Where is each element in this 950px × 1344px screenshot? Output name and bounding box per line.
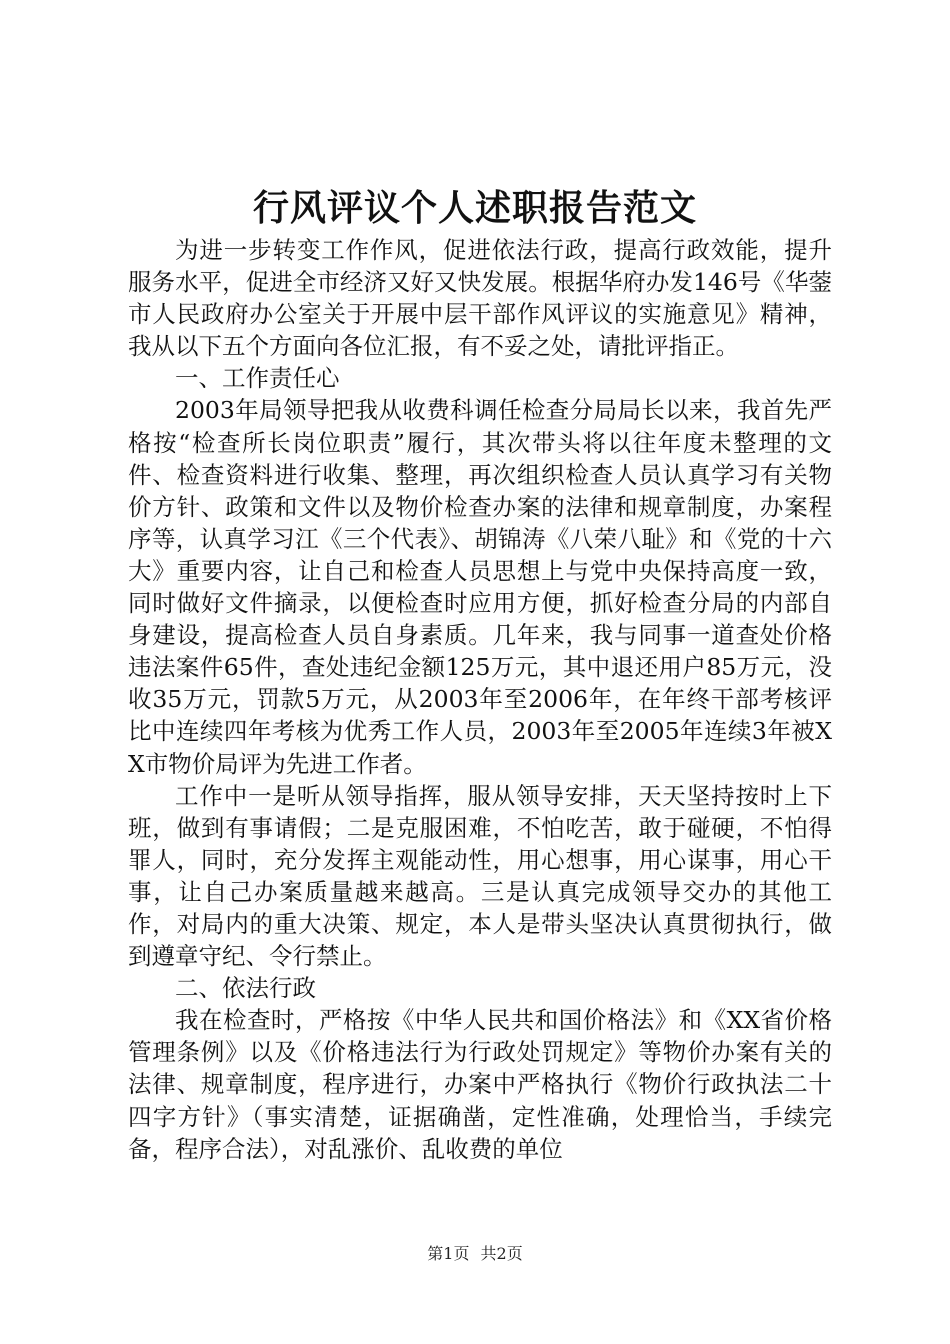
section-heading-law: 二、依法行政: [175, 974, 316, 1003]
intro-paragraph: 为进一步转变工作作风，促进依法行政，提高行政效能，提升服务水平，促进全市经济又好又快发展。根据华府办发146号《华蓥市人民政府办公室关于开展中层干部作风评议的实施意见》精神，我从以下五个方面向各位汇报，有不妥之处，请批评指正。: [128, 236, 832, 361]
section1-paragraph-2: 工作中一是听从领导指挥，服从领导安排，天天坚持按时上下班，做到有事请假；二是克服困难，不怕吃苦，敢于碰硬，不怕得罪人，同时，充分发挥主观能动性，用心想事，用心谋事，用心干事，让自己办案质量越来越高。三是认真完成领导交办的其他工作，对局内的重大决策、规定，本人是带头坚决认真贯彻执行，做到遵章守纪、令行禁止。: [128, 781, 832, 971]
document-title: 行风评议个人述职报告范文: [252, 187, 697, 229]
page-total: 共2页: [480, 1244, 523, 1263]
page-footer: [0, 1244, 950, 1264]
page-number: 第1页: [427, 1244, 470, 1263]
section1-paragraph-1: 2003年局领导把我从收费科调任检查分局局长以来，我首先严格按“检查所长岗位职责”履行，其次带头将以往年度未整理的文件、检查资料进行收集、整理，再次组织检查人员认真学习有关物价方针、政策和文件以及物价检查办案的法律和规章制度，办案程序等，认真学习江《三个代表》、胡锦涛《八荣八耻》和《党的十六大》重要内容，让自己和检查人员思想上与党中央保持高度一致，同时做好文件摘录，以便检查时应用方便，抓好检查分局的内部自身建设，提高检查人员自身素质。几年来，我与同事一道查处价格违法案件65件，查处违纪金额125万元，其中退还用户85万元，没收35万元，罚款5万元，从2003年至2006年，在年终干部考核评比中连续四年考核为优秀工作人员，2003年至2005年连续3年被XX市物价局评为先进工作者。: [128, 396, 832, 778]
section-heading-responsibility: 一、工作责任心: [175, 364, 340, 393]
document-body: [128, 234, 832, 1165]
section2-paragraph-1: 我在检查时，严格按《中华人民共和国价格法》和《XX省价格管理条例》以及《价格违法行为行政处罚规定》等物价办案有关的法律、规章制度，程序进行，办案中严格执行《物价行政执法二十四字方针》（事实清楚，证据确凿，定性准确，处理恰当，手续完备，程序合法），对乱涨价、乱收费的单位: [128, 1006, 832, 1163]
